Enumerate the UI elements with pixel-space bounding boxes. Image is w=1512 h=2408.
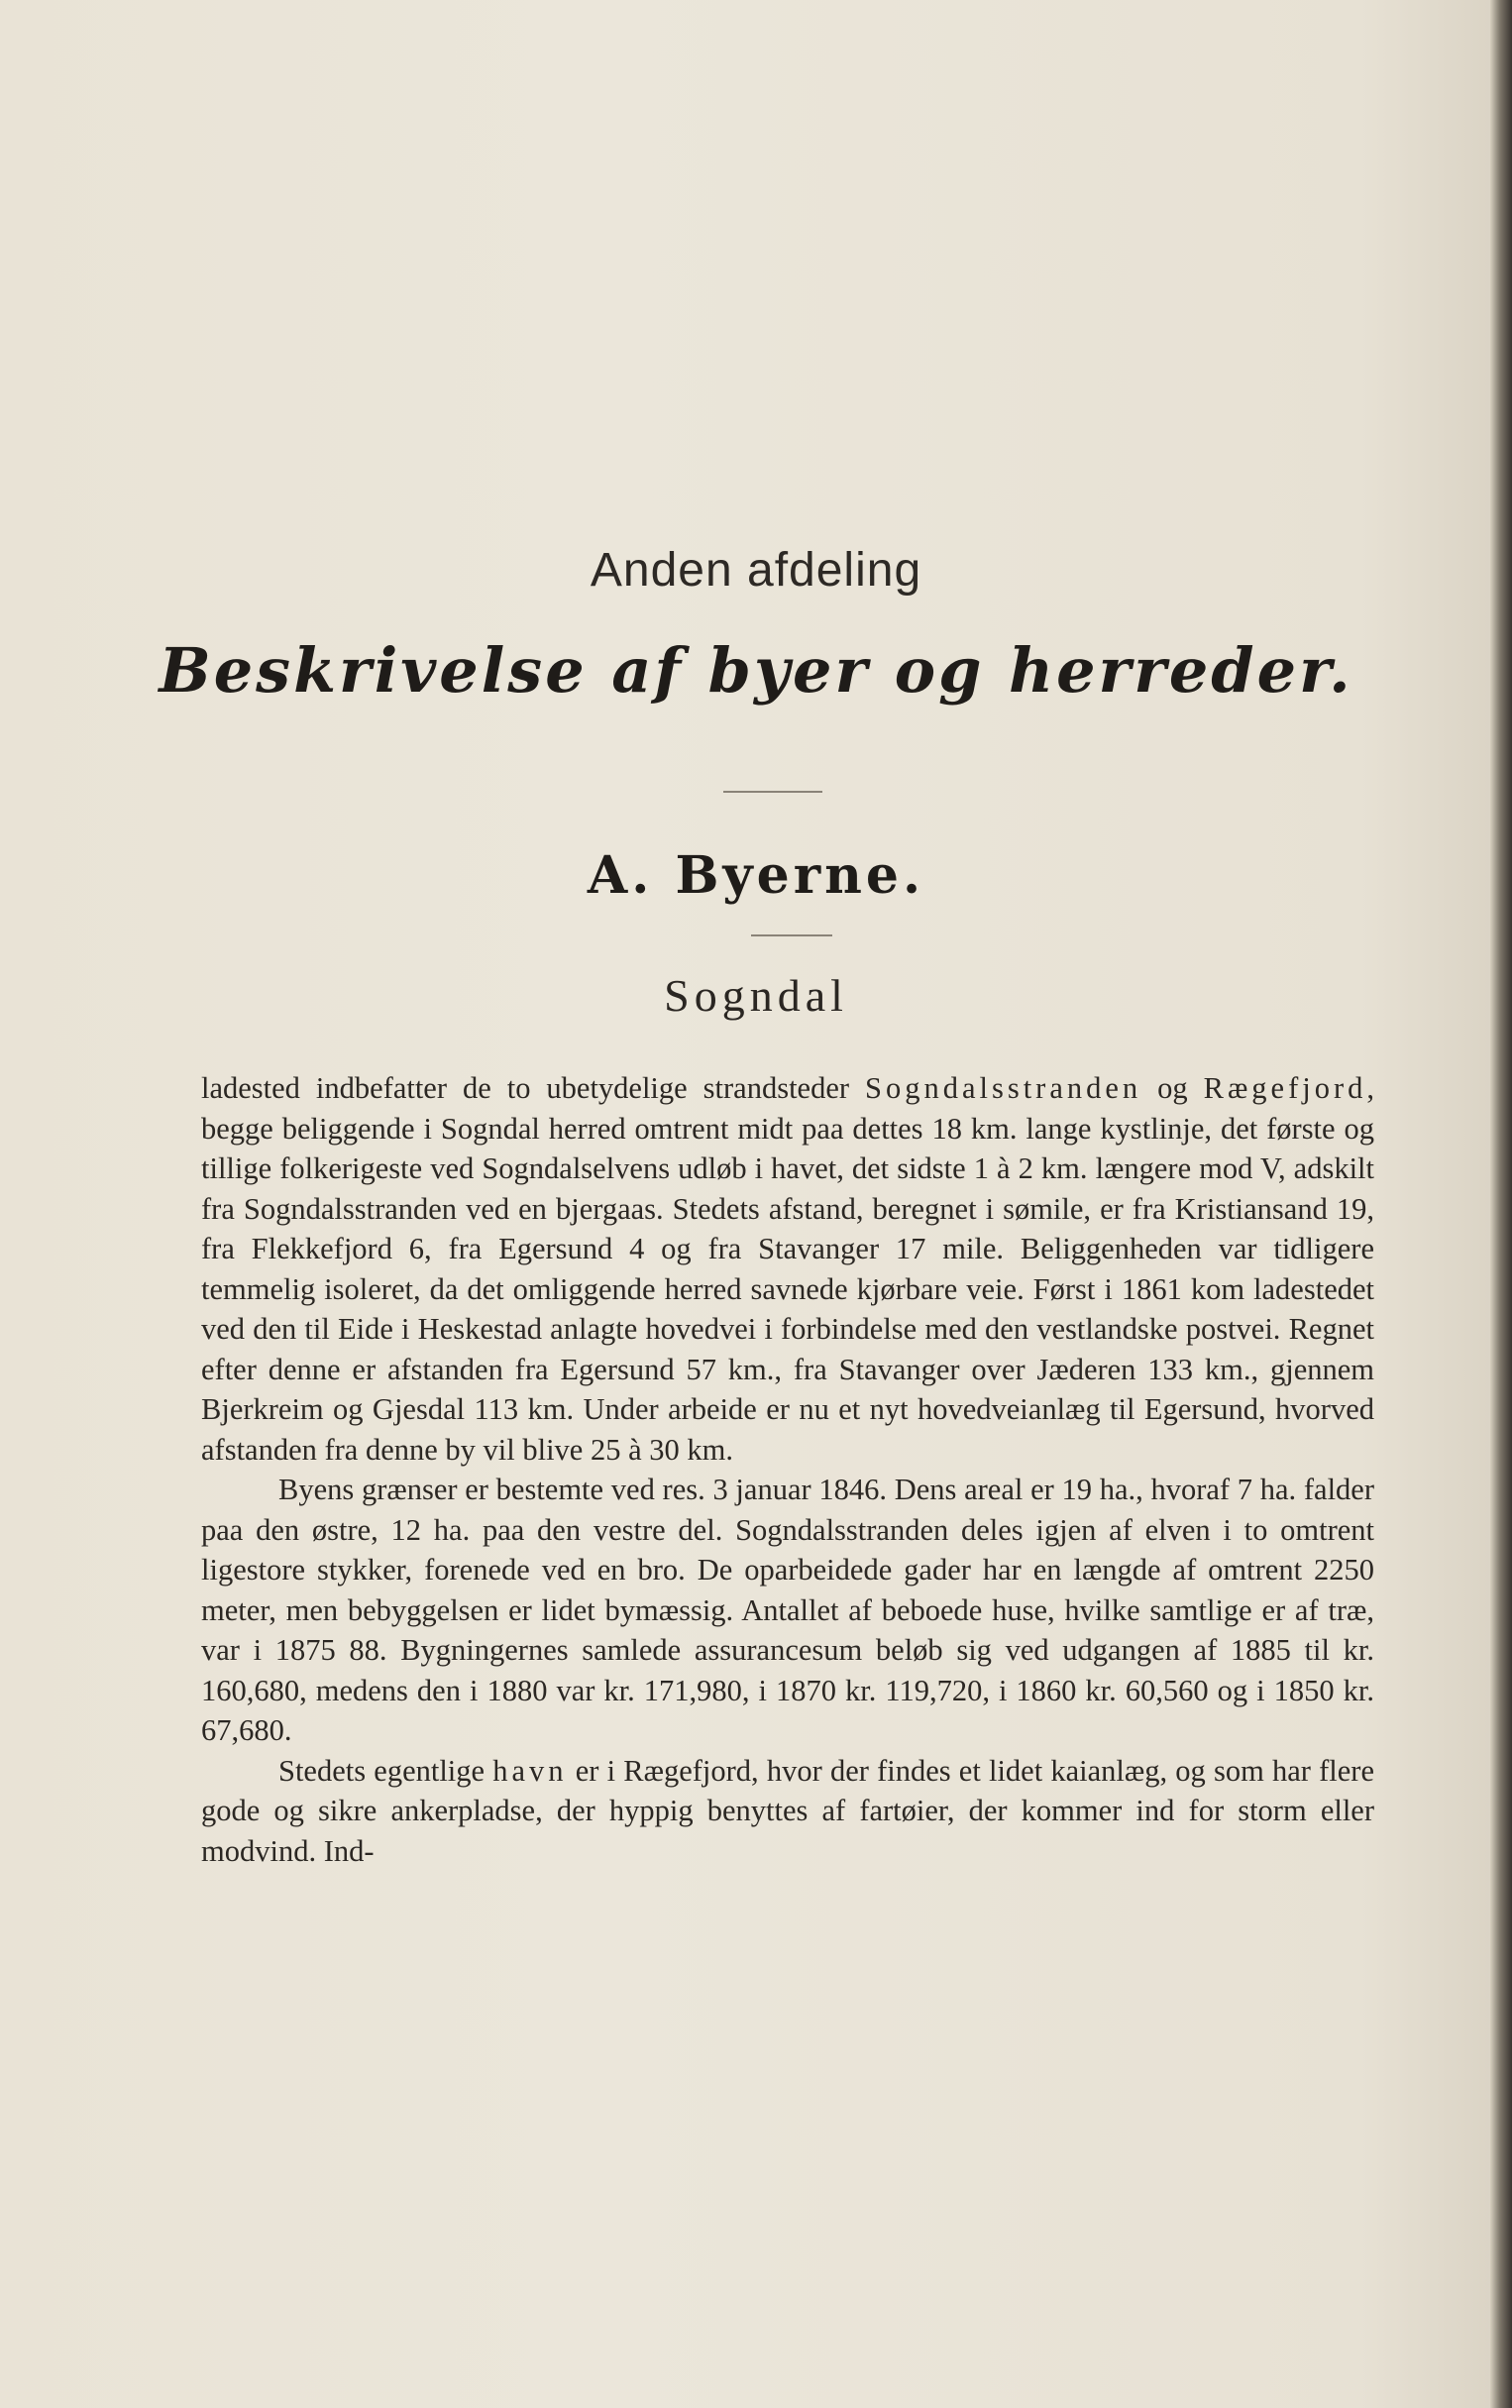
subsection-heading: A. Byerne. xyxy=(587,845,925,906)
text-run: , begge beliggende i Sogndal herred omtrent midt paa dettes 18 km. lange kystlinje, det første og tillige folkerigeste ved Sogndalselvens udløb i havet, det sidste 1 à 2 km. længere mod V, adskilt fra Sogndalsstranden ved en bjergaas. Stedets afstand, beregnet i sømile, er fra Kristiansand 19, fra Flekkefjord 6, fra Egersund 4 og fra Stavanger 17 mile. Beliggenheden var tidligere temmelig isoleret, da det omliggende herred savnede kjørbare veie. Først i 1861 kom ladestedet ved den til Eide i Heskestad anlagte hovedvei i forbindelse med den vestlandske postvei. Regnet efter denne er afstanden fra Egersund 57 km., fra Stavanger over Jæderen 133 km., gjennem Bjerkreim og Gjesdal 113 km. Under arbeide er nu et nyt hovedveianlæg til Egersund, hvorved afstanden fra denne by vil blive 25 à 30 km. xyxy=(201,1071,1374,1467)
text-run: er i Rægefjord, hvor der findes et lidet kaianlæg, og som har flere gode og sikre ankerpladse, der hyppig benyttes af fartøier, der kommer ind for storm eller modvind. Ind- xyxy=(201,1753,1374,1868)
section-title: Beskrivelse af byer og herreder. xyxy=(159,634,1353,707)
divider-rule xyxy=(751,934,832,936)
paragraph xyxy=(201,1068,1374,1470)
divider-rule xyxy=(723,791,822,793)
spaced-term: havn xyxy=(492,1753,568,1788)
text-run: og xyxy=(1141,1071,1204,1105)
place-heading: Sogndal xyxy=(664,970,848,1021)
spaced-term: Sogndalsstranden xyxy=(865,1071,1142,1105)
paragraph xyxy=(201,1751,1374,1872)
text-run: ladested indbefatter de to ubetydelige strandsteder xyxy=(201,1071,865,1105)
spaced-term: Rægefjord xyxy=(1203,1071,1367,1105)
page-edge-shadow xyxy=(1490,0,1512,2408)
paragraph: Byens grænser er bestemte ved res. 3 januar 1846. Dens areal er 19 ha., hvoraf 7 ha. falder paa den østre, 12 ha. paa den vestre del. Sogndalsstranden deles igjen af elven i to omtrent ligestore stykker, forenede ved en bro. De oparbeidede gader har en længde af omtrent 2250 meter, men bebyggelsen er lidet bymæssig. Antallet af beboede huse, hvilke samtlige er af træ, var i 1875 88. Bygningernes samlede assurancesum beløb sig ved udgangen af 1885 til kr. 160,680, medens den i 1880 var kr. 171,980, i 1870 kr. 119,720, i 1860 kr. 60,560 og i 1850 kr. 67,680. xyxy=(201,1473,1374,1747)
text-run: Stedets egentlige xyxy=(278,1753,493,1788)
body-text xyxy=(201,1068,1374,1871)
section-kicker: Anden afdeling xyxy=(590,544,922,597)
